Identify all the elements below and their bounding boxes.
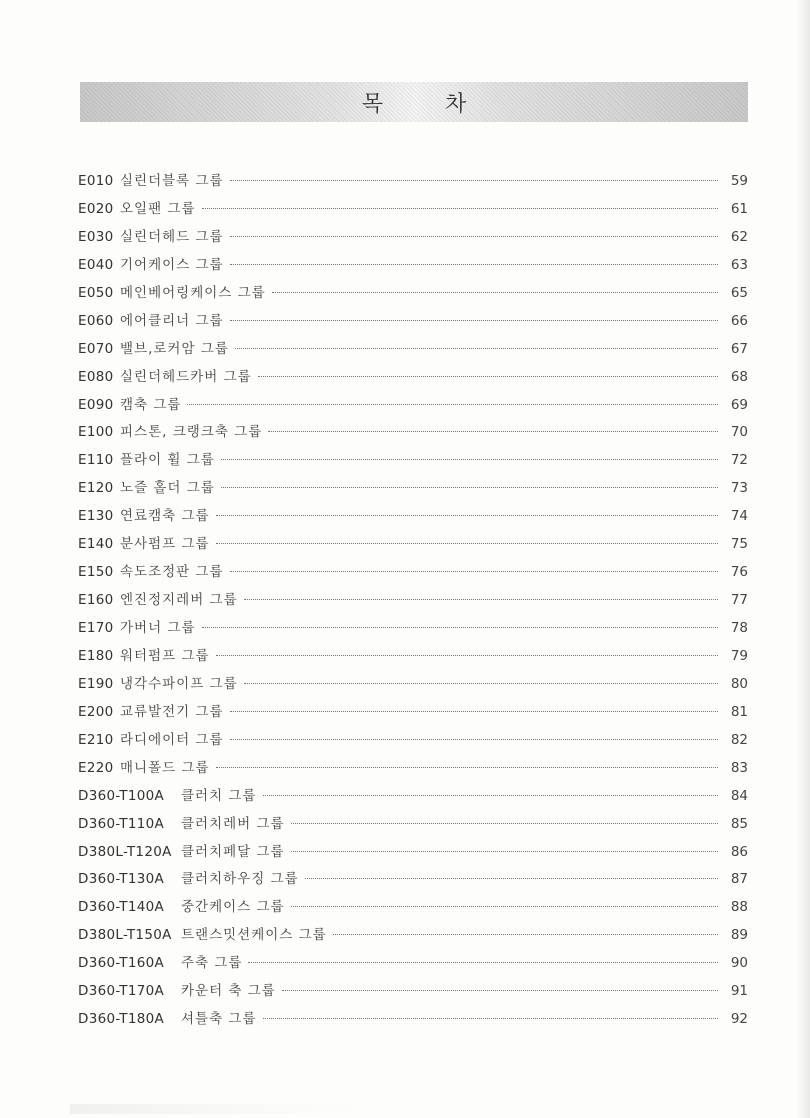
toc-entry-title: 가버너 그룹 [120,620,196,636]
toc-dot-leader [268,431,718,432]
toc-entry-title: 연료캠축 그룹 [120,508,210,525]
toc-entry-page-number: 92 [730,1011,748,1028]
toc-entry[interactable] [78,616,748,644]
toc-entry-page-number: 91 [730,983,748,1000]
toc-entry-code: D360-T180A [78,1011,165,1028]
toc-dot-leader [230,264,718,265]
toc-entry-code: E210 [78,731,114,748]
toc-entry-code: E170 [78,620,114,636]
toc-entry-title: 실린더헤드카버 그룹 [120,368,252,385]
toc-entry[interactable] [78,644,748,672]
toc-entry-title: 중간케이스 그룹 [181,899,285,916]
scan-smudge [70,1104,370,1114]
toc-dot-leader [282,990,718,991]
toc-entry-code: E110 [78,452,114,469]
toc-entry-title: 오일팬 그룹 [120,200,196,217]
toc-entry-title: 냉각수파이프 그룹 [120,675,238,692]
toc-entry-code: D380L-T120A [78,843,172,860]
toc-entry-code: E130 [78,508,114,525]
toc-dot-leader [216,655,718,656]
toc-entry[interactable] [78,840,748,868]
toc-entry-title: 셔틀축 그룹 [181,1011,257,1028]
toc-dot-leader [216,767,718,768]
toc-dot-leader [263,1018,719,1019]
toc-dot-leader [230,739,718,740]
toc-entry-page-number: 83 [730,759,748,776]
toc-entry-title: 매니폴드 그룹 [120,759,210,776]
toc-entry-code: D360-T100A [78,787,165,804]
toc-entry-title: 클러치페달 그룹 [181,843,285,860]
toc-entry[interactable] [78,476,748,504]
toc-entry[interactable] [78,784,748,812]
toc-entry-page-number: 63 [730,256,748,273]
title-banner [80,82,748,122]
toc-entry-code: E080 [78,368,114,385]
toc-dot-leader [221,459,718,460]
toc-entry-code: E010 [78,173,114,189]
toc-entry-title: 실린더헤드 그룹 [120,228,224,245]
toc-entry-page-number: 78 [730,620,748,636]
toc-entry-code: E050 [78,284,114,301]
toc-dot-leader [235,348,718,349]
toc-entry-title: 라디에이터 그룹 [120,731,224,748]
toc-entry[interactable] [78,225,748,253]
toc-dot-leader [230,320,718,321]
toc-dot-leader [248,962,718,963]
toc-dot-leader [187,404,718,405]
toc-entry[interactable] [78,365,748,393]
toc-entry-code: D360-T170A [78,983,165,1000]
toc-dot-leader [272,292,718,293]
toc-entry-title: 에어클리너 그룹 [120,312,224,329]
toc-entry-page-number: 73 [730,480,748,497]
toc-entry[interactable] [78,923,748,951]
toc-entry-code: E150 [78,564,114,581]
toc-entry-page-number: 80 [730,675,748,692]
toc-entry-title: 교류발전기 그룹 [120,703,224,720]
toc-entry-title: 카운터 축 그룹 [181,983,276,1000]
toc-entry[interactable] [78,393,748,421]
toc-entry-page-number: 75 [730,536,748,553]
toc-entry-page-number: 70 [730,424,748,441]
toc-dot-leader [305,878,718,879]
toc-entry[interactable] [78,895,748,923]
toc-entry-code: D360-T110A [78,815,165,832]
toc-entry-title: 엔진정지레버 그룹 [120,592,238,609]
toc-entry-code: E140 [78,536,114,553]
toc-entry-code: D380L-T150A [78,927,172,944]
toc-entry-page-number: 77 [730,592,748,609]
toc-entry-title: 캠축 그룹 [120,396,182,413]
page-title-char-2: 차 [445,91,467,117]
toc-entry-title: 메인베어링케이스 그룹 [120,284,266,301]
toc-dot-leader [221,487,718,488]
toc-entry-title: 플라이 휠 그룹 [120,452,215,469]
toc-entry-code: E020 [78,200,114,217]
toc-entry[interactable] [78,420,748,448]
toc-entry-page-number: 68 [730,368,748,385]
toc-dot-leader [291,906,718,907]
toc-dot-leader [216,515,718,516]
toc-entry-page-number: 88 [730,899,748,916]
toc-entry-code: D360-T140A [78,899,165,916]
toc-dot-leader [230,180,718,181]
toc-entry-code: E220 [78,759,114,776]
toc-entry-title: 클러치 그룹 [181,787,257,804]
toc-entry-title: 밸브,로커암 그룹 [120,340,229,357]
toc-entry-page-number: 76 [730,564,748,581]
toc-entry-title: 피스톤, 크랭크축 그룹 [120,424,263,441]
toc-entry-page-number: 74 [730,508,748,525]
toc-entry-code: E040 [78,256,114,273]
toc-entry[interactable] [78,253,748,281]
toc-dot-leader [244,683,718,684]
toc-entry[interactable] [78,448,748,476]
toc-entry[interactable] [78,337,748,365]
toc-entry-code: E200 [78,703,114,720]
toc-entry-page-number: 67 [730,340,748,357]
toc-entry-code: E090 [78,396,114,413]
toc-entry-title: 트랜스밋션케이스 그룹 [181,927,327,944]
toc-entry-code: D360-T130A [78,871,165,888]
toc-dot-leader [258,376,718,377]
toc-dot-leader [230,711,718,712]
table-of-contents [78,169,748,1035]
toc-entry-page-number: 79 [730,647,748,664]
toc-entry[interactable] [78,504,748,532]
toc-entry-title: 실린더블록 그룹 [120,173,224,189]
toc-entry-code: E100 [78,424,114,441]
toc-entry-page-number: 84 [730,787,748,804]
toc-entry-title: 속도조정판 그룹 [120,564,224,581]
toc-dot-leader [244,599,718,600]
toc-entry-page-number: 62 [730,228,748,245]
toc-entry-title: 클러치하우징 그룹 [181,871,299,888]
toc-entry-code: E180 [78,647,114,664]
toc-entry[interactable] [78,560,748,588]
toc-entry[interactable] [78,951,748,979]
toc-entry-title: 분사펌프 그룹 [120,536,210,553]
toc-entry-page-number: 86 [730,843,748,860]
toc-entry-code: E190 [78,675,114,692]
toc-dot-leader [333,934,718,935]
toc-entry-page-number: 87 [730,871,748,888]
toc-entry[interactable] [78,281,748,309]
toc-entry[interactable] [78,979,748,1007]
toc-entry-title: 주축 그룹 [181,955,243,972]
toc-entry[interactable] [78,812,748,840]
page-edge-shadow [796,0,810,1118]
toc-dot-leader [202,627,719,628]
toc-dot-leader [202,208,719,209]
toc-entry-page-number: 59 [730,173,748,189]
toc-entry-page-number: 81 [730,703,748,720]
toc-entry-page-number: 65 [730,284,748,301]
toc-entry-page-number: 61 [730,200,748,217]
toc-entry[interactable] [78,672,748,700]
toc-entry[interactable] [78,700,748,728]
toc-dot-leader [291,823,718,824]
toc-entry[interactable] [78,197,748,225]
toc-entry[interactable] [78,728,748,756]
toc-entry-code: E160 [78,592,114,609]
toc-entry-title: 기어케이스 그룹 [120,256,224,273]
toc-entry-page-number: 72 [730,452,748,469]
toc-entry-code: D360-T160A [78,955,165,972]
toc-entry-code: E120 [78,480,114,497]
toc-entry-page-number: 90 [730,955,748,972]
toc-entry-code: E030 [78,228,114,245]
toc-entry-page-number: 69 [730,396,748,413]
toc-dot-leader [291,851,718,852]
toc-dot-leader [230,236,718,237]
toc-entry-page-number: 85 [730,815,748,832]
toc-entry[interactable] [78,1007,748,1035]
toc-entry-code: E060 [78,312,114,329]
toc-dot-leader [230,571,718,572]
toc-entry[interactable] [78,309,748,337]
page-title-char-1: 목 [361,91,383,117]
toc-dot-leader [263,795,719,796]
toc-entry[interactable] [78,169,748,197]
toc-entry-page-number: 66 [730,312,748,329]
toc-entry-code: E070 [78,340,114,357]
toc-entry[interactable] [78,532,748,560]
toc-entry-page-number: 89 [730,927,748,944]
toc-entry-title: 워터펌프 그룹 [120,647,210,664]
toc-entry-title: 노즐 홀더 그룹 [120,480,215,497]
toc-dot-leader [216,543,718,544]
toc-entry-page-number: 82 [730,731,748,748]
toc-entry[interactable] [78,867,748,895]
toc-entry[interactable] [78,756,748,784]
toc-entry-title: 클러치레버 그룹 [181,815,285,832]
toc-entry[interactable] [78,588,748,616]
